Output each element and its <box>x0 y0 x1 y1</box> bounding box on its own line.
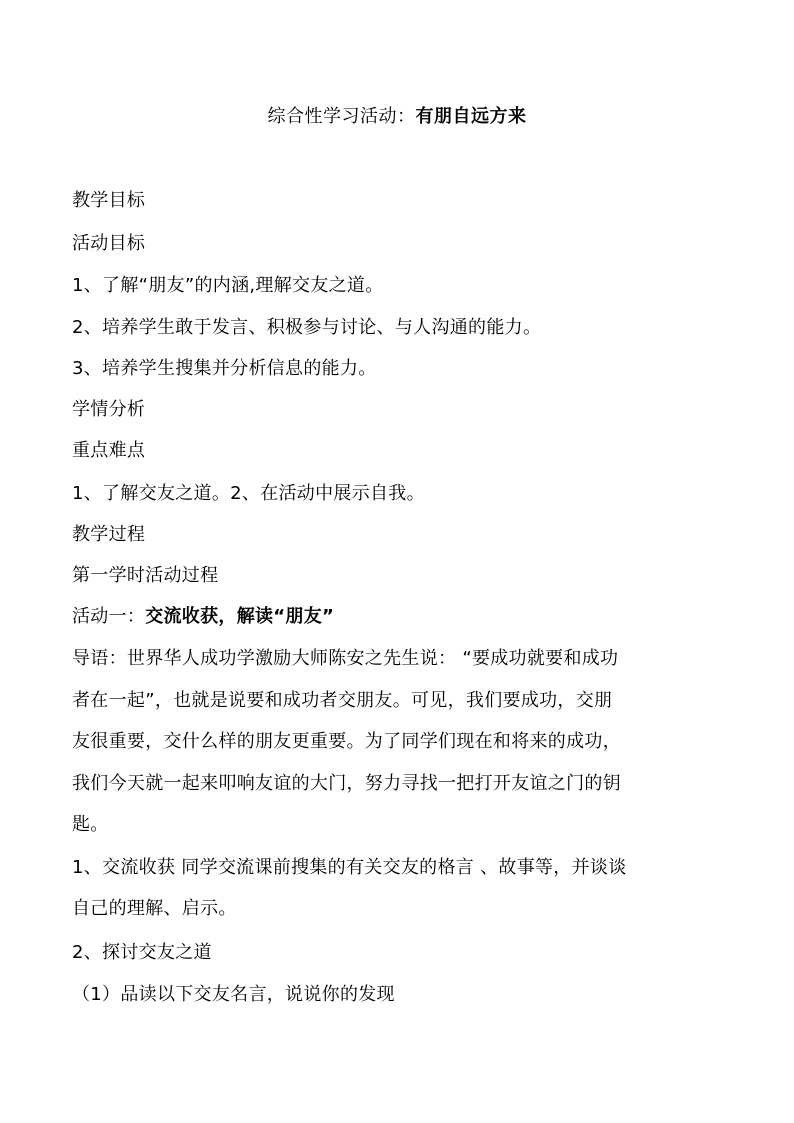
heading-activity-goals: 活动目标 <box>72 233 146 254</box>
intro-paragraph-line: 者在一起”，也就是说要和成功者交朋友。可见，我们要成功，交朋 <box>72 690 613 711</box>
intro-paragraph-line: 导语：世界华人成功学激励大师陈安之先生说： “要成功就要和成功 <box>72 648 619 669</box>
goal-item-1: 1、了解“朋友”的内涵,理解交友之道。 <box>72 275 384 296</box>
quotes-item: （1）品读以下交友名言，说说你的发现 <box>72 984 395 1005</box>
heading-learning-analysis: 学情分析 <box>72 399 146 420</box>
intro-paragraph-line: 我们今天就一起来叩响友谊的大门，努力寻找一把打开友谊之门的钥 <box>72 773 621 794</box>
exchange-paragraph-line: 自己的理解、启示。 <box>72 898 237 919</box>
intro-paragraph-line: 匙。 <box>72 814 109 835</box>
heading-discuss: 2、探讨交友之道 <box>72 942 212 963</box>
intro-paragraph-line: 友很重要，交什么样的朋友更重要。为了同学们现在和将来的成功， <box>72 731 621 752</box>
activity-one-prefix: 活动一： <box>72 606 146 627</box>
heading-teaching-process: 教学过程 <box>72 524 146 545</box>
activity-one-heading <box>72 604 334 630</box>
heading-teaching-goals: 教学目标 <box>72 190 146 211</box>
heading-key-points: 重点难点 <box>72 440 146 461</box>
page-title <box>0 104 794 130</box>
key-points-text: 1、了解交友之道。2、在活动中展示自我。 <box>72 483 425 504</box>
title-main: 有朋自远方来 <box>415 106 527 127</box>
heading-first-lesson: 第一学时活动过程 <box>72 565 219 586</box>
activity-one-title: 交流收获，解读“朋友” <box>145 606 335 627</box>
goal-item-3: 3、培养学生搜集并分析信息的能力。 <box>72 358 377 379</box>
title-prefix: 综合性学习活动： <box>267 106 416 127</box>
goal-item-2: 2、培养学生敢于发言、积极参与讨论、与人沟通的能力。 <box>72 317 542 338</box>
exchange-paragraph-line: 1、交流收获 同学交流课前搜集的有关交友的格言 、故事等，并谈谈 <box>72 857 627 878</box>
